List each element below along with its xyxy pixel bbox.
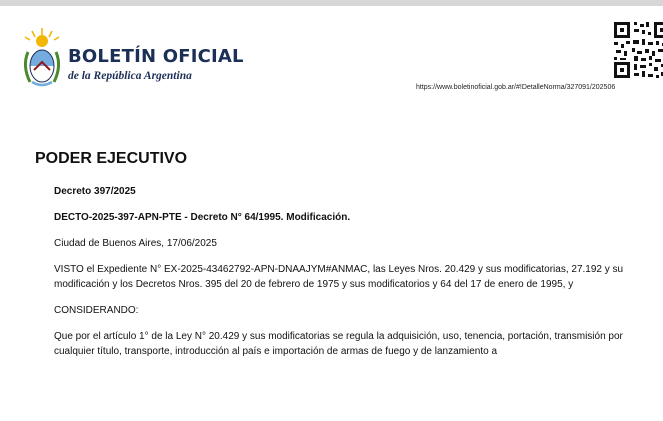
header bbox=[0, 6, 663, 100]
qr-code-icon bbox=[612, 20, 663, 80]
place-date: Ciudad de Buenos Aires, 17/06/2025 bbox=[54, 238, 217, 249]
visto-paragraph: VISTO el Expediente N° EX-2025-43462792-APN-DNAAJYM#ANMAC, las Leyes Nros. 20.429 y sus modificatorias, 27.192 y su modificación y los Decretos Nros. 395 del 20 de febrero de 1975 y sus modificatorios y 64 del 17 de enero de 1995, y bbox=[54, 264, 624, 290]
considerando-heading: CONSIDERANDO: bbox=[54, 305, 139, 316]
considerando-paragraph: Que por el artículo 1° de la Ley N° 20.429 y sus modificatorias se regula la adquisición, uso, tenencia, portación, transmisión por cualquier título, transporte, introducción al país e importación de armas de fuego y de lanzamiento a bbox=[54, 331, 623, 357]
argentina-coat-of-arms-icon bbox=[20, 26, 64, 90]
document-content bbox=[35, 150, 655, 370]
publication-title: BOLETÍN OFICIAL bbox=[68, 46, 244, 67]
publication-subtitle: de la República Argentina bbox=[68, 70, 192, 82]
section-heading: PODER EJECUTIVO bbox=[35, 150, 188, 167]
decree-reference: DECTO-2025-397-APN-PTE - Decreto N° 64/1995. Modificación. bbox=[54, 212, 351, 223]
document-url[interactable]: https://www.boletinoficial.gob.ar/#!DetalleNorma/327091/202506 bbox=[416, 84, 616, 91]
decree-title: Decreto 397/2025 bbox=[54, 186, 136, 197]
decree-body bbox=[54, 184, 659, 359]
